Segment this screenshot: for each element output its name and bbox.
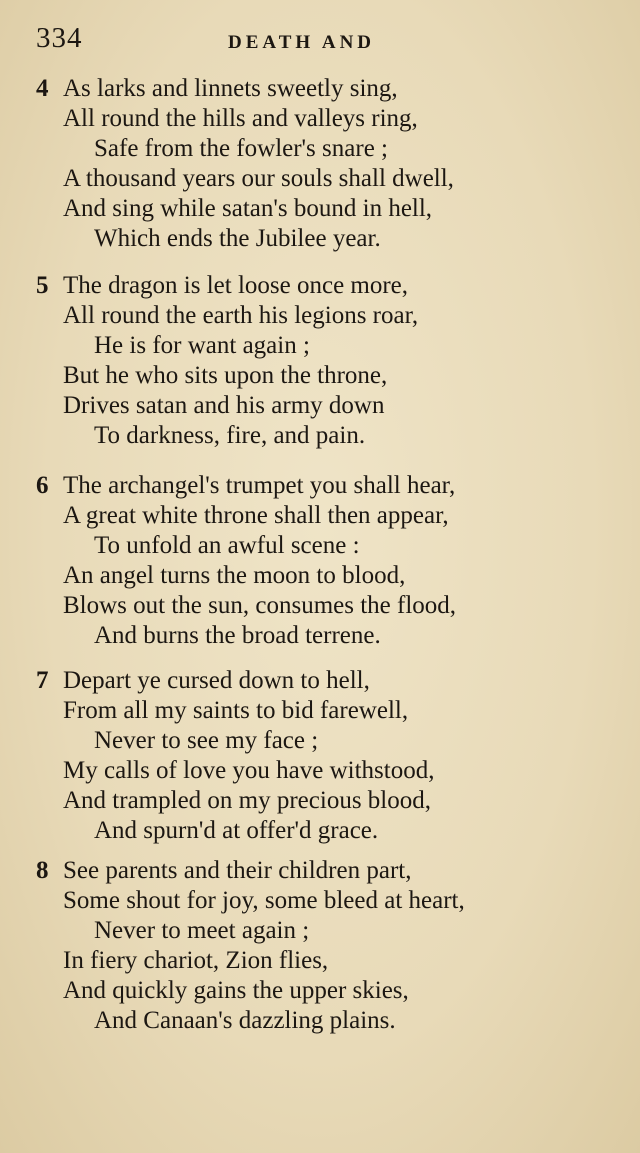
stanza-number: 4 <box>36 75 49 102</box>
verse-line: Blows out the sun, consumes the flood, <box>63 592 457 619</box>
verse-line: In fiery chariot, Zion flies, <box>63 947 329 974</box>
page-number: 334 <box>36 22 83 54</box>
running-head: DEATH AND <box>228 32 376 53</box>
verse-line: An angel turns the moon to blood, <box>63 562 406 589</box>
verse-line: The archangel's trumpet you shall hear, <box>63 472 456 499</box>
verse-line: And burns the broad terrene. <box>94 622 381 649</box>
verse-line: Never to meet again ; <box>94 917 310 944</box>
verse-line: A great white throne shall then appear, <box>63 502 449 529</box>
verse-line: To unfold an awful scene : <box>94 532 360 559</box>
verse-line: And spurn'd at offer'd grace. <box>94 817 379 844</box>
verse-line: Safe from the fowler's snare ; <box>94 135 388 162</box>
verse-line: But he who sits upon the throne, <box>63 362 388 389</box>
verse-line: The dragon is let loose once more, <box>63 272 409 299</box>
stanza-number: 7 <box>36 667 49 694</box>
verse-line: A thousand years our souls shall dwell, <box>63 165 454 192</box>
verse-line: And sing while satan's bound in hell, <box>63 195 433 222</box>
verse-line: And quickly gains the upper skies, <box>63 977 409 1004</box>
verse-line: All round the hills and valleys ring, <box>63 105 418 132</box>
verse-line: Drives satan and his army down <box>63 392 385 419</box>
verse-line: All round the earth his legions roar, <box>63 302 419 329</box>
verse-line: See parents and their children part, <box>63 857 412 884</box>
verse-line: And Canaan's dazzling plains. <box>94 1007 396 1034</box>
verse-line: My calls of love you have withstood, <box>63 757 435 784</box>
verse-line: From all my saints to bid farewell, <box>63 697 409 724</box>
page-header <box>0 22 640 62</box>
stanza-number: 8 <box>36 857 49 884</box>
verse-line: As larks and linnets sweetly sing, <box>63 75 398 102</box>
verse-line: Some shout for joy, some bleed at heart, <box>63 887 465 914</box>
verse-line: And trampled on my precious blood, <box>63 787 431 814</box>
verse-line: Never to see my face ; <box>94 727 319 754</box>
stanza-number: 5 <box>36 272 49 299</box>
verse-line: Depart ye cursed down to hell, <box>63 667 370 694</box>
stanza-number: 6 <box>36 472 49 499</box>
verse-line: Which ends the Jubilee year. <box>94 225 381 252</box>
verse-line: He is for want again ; <box>94 332 310 359</box>
verse-line: To darkness, fire, and pain. <box>94 422 366 449</box>
